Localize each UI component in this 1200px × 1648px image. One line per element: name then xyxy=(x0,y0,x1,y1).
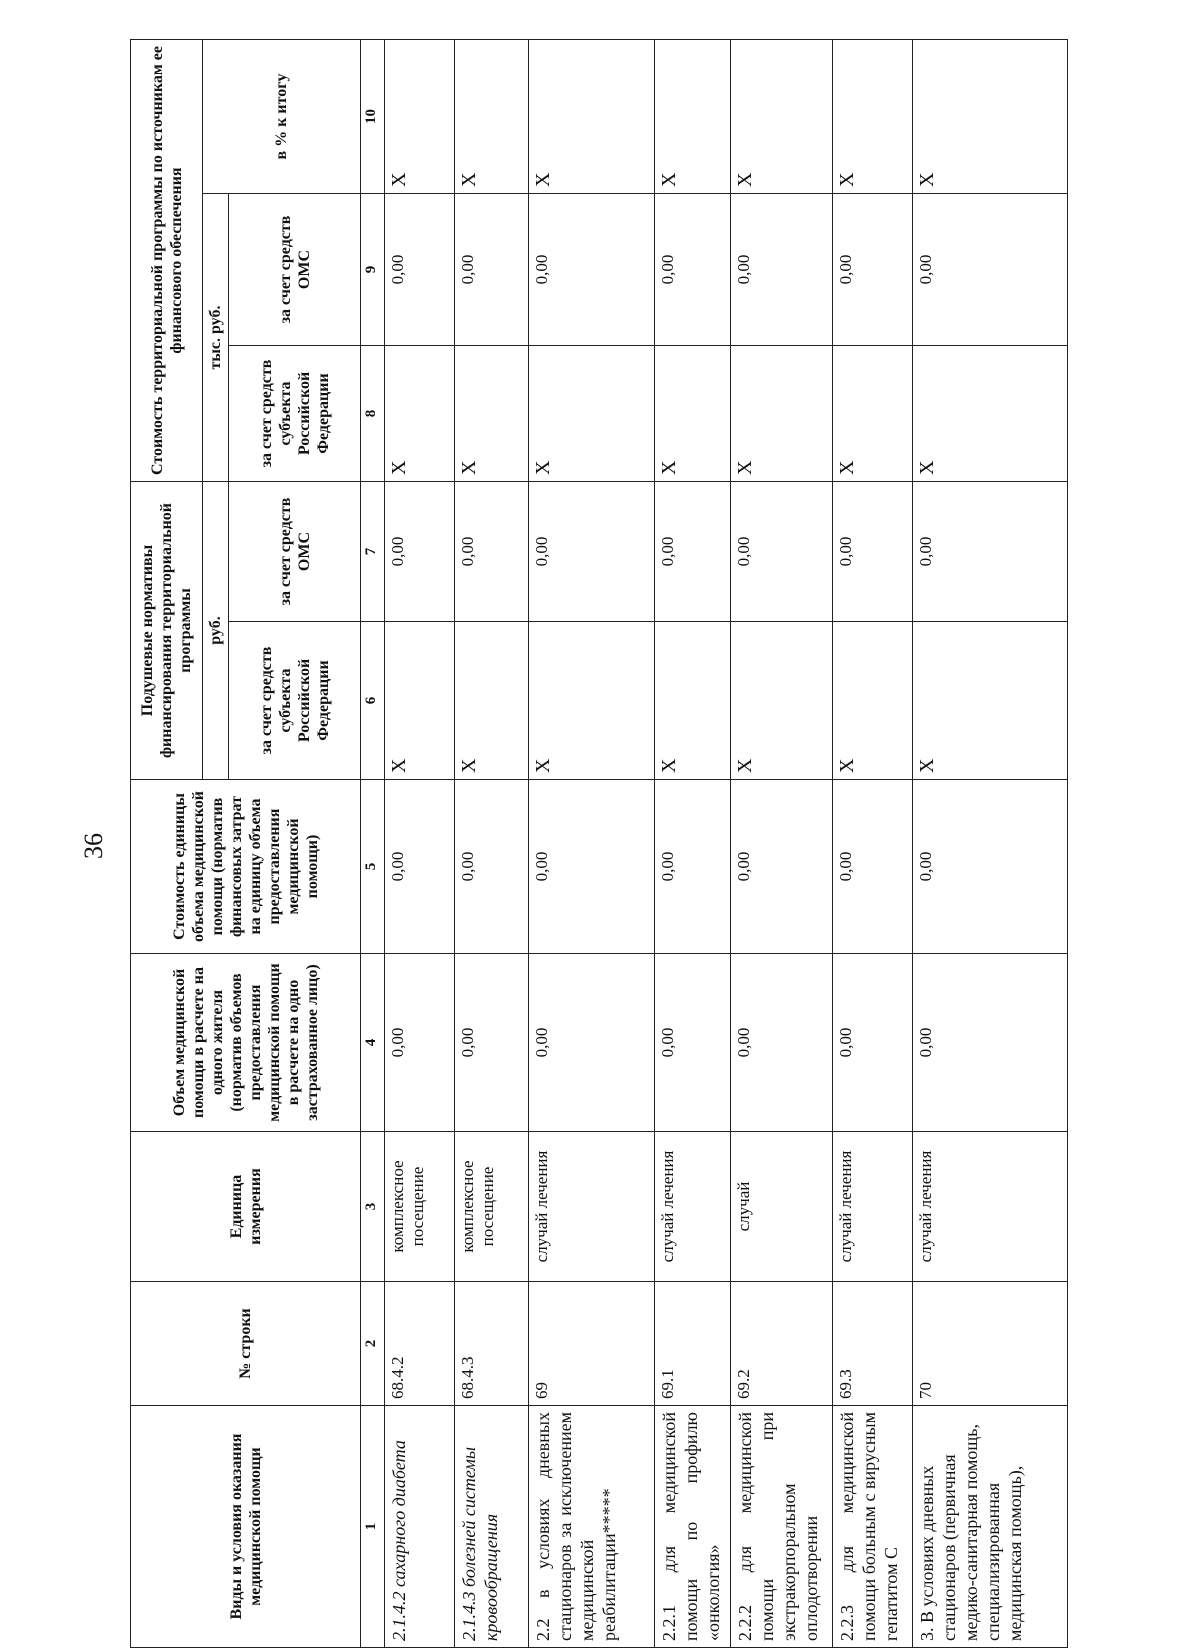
table-row xyxy=(913,39,1068,1647)
row-label: 3. В условиях дневных стационаров (первичная медико-санитарная помощь, специализированная медицинская помощь), xyxy=(913,1406,1068,1648)
column-number: 3 xyxy=(361,1132,385,1282)
column-number: 1 xyxy=(361,1406,385,1648)
header-col1: Виды и условия оказания медицинской помощи xyxy=(131,1406,361,1648)
row-unit: комплексное посещение xyxy=(385,1132,455,1282)
row-line-number: 68.4.2 xyxy=(385,1282,455,1406)
column-number: 8 xyxy=(361,346,385,482)
row-value-4: 0,00 xyxy=(833,954,913,1132)
row-value-4: 0,00 xyxy=(529,954,655,1132)
table-row xyxy=(833,39,913,1647)
row-value-8: X xyxy=(913,346,1068,482)
row-value-9: 0,00 xyxy=(833,194,913,346)
column-number: 9 xyxy=(361,194,385,346)
row-value-4: 0,00 xyxy=(455,954,529,1132)
row-value-5: 0,00 xyxy=(385,780,455,954)
row-label: 2.1.4.2 сахарного диабета xyxy=(385,1406,455,1648)
financing-table xyxy=(130,39,1068,1648)
header-col2: № строки xyxy=(131,1282,361,1406)
row-value-10: X xyxy=(455,39,529,193)
row-value-9: 0,00 xyxy=(529,194,655,346)
row-value-9: 0,00 xyxy=(731,194,833,346)
column-number: 6 xyxy=(361,622,385,780)
row-value-7: 0,00 xyxy=(455,482,529,622)
column-number: 2 xyxy=(361,1282,385,1406)
row-value-6: X xyxy=(833,622,913,780)
row-line-number: 69.1 xyxy=(655,1282,731,1406)
column-number: 10 xyxy=(361,39,385,193)
row-value-6: X xyxy=(455,622,529,780)
header-subject-funds-cost: за счет средств субъекта Российской Федерации xyxy=(229,346,361,482)
row-line-number: 69.3 xyxy=(833,1282,913,1406)
row-value-10: X xyxy=(385,39,455,193)
header-col3: Единица измерения xyxy=(131,1132,361,1282)
row-value-5: 0,00 xyxy=(529,780,655,954)
row-value-6: X xyxy=(385,622,455,780)
page-number: 36 xyxy=(79,833,108,859)
row-label: 2.1.4.3 болезней системы кровообращения xyxy=(455,1406,529,1648)
row-label: 2.2.3 для медицинской помощи больным с вирусным гепатитом С xyxy=(833,1406,913,1648)
header-oms-funds-cost: за счет средств ОМС xyxy=(229,194,361,346)
row-value-6: X xyxy=(913,622,1068,780)
header-col5: Стоимость единицы объема медицинской помощи (норматив финансовых затрат на единицу объема предоставления медицинской помощи) xyxy=(131,780,361,954)
row-value-10: X xyxy=(655,39,731,193)
row-unit: случай xyxy=(731,1132,833,1282)
row-value-10: X xyxy=(731,39,833,193)
row-value-7: 0,00 xyxy=(655,482,731,622)
row-value-8: X xyxy=(731,346,833,482)
row-label: 2.2.1 для медицинской помощи по профилю «онкология» xyxy=(655,1406,731,1648)
row-value-8: X xyxy=(655,346,731,482)
row-value-9: 0,00 xyxy=(913,194,1068,346)
column-number: 4 xyxy=(361,954,385,1132)
row-value-5: 0,00 xyxy=(913,780,1068,954)
row-value-9: 0,00 xyxy=(385,194,455,346)
row-value-8: X xyxy=(455,346,529,482)
table-row xyxy=(529,39,655,1647)
row-line-number: 69 xyxy=(529,1282,655,1406)
column-number: 5 xyxy=(361,780,385,954)
table-row xyxy=(385,39,455,1647)
row-value-6: X xyxy=(655,622,731,780)
row-value-7: 0,00 xyxy=(913,482,1068,622)
table-row xyxy=(455,39,529,1647)
row-value-4: 0,00 xyxy=(913,954,1068,1132)
header-per-capita-group: Подушевые нормативы финансирования территориальной программы xyxy=(131,482,203,780)
row-value-10: X xyxy=(913,39,1068,193)
row-unit: случай лечения xyxy=(529,1132,655,1282)
column-number: 7 xyxy=(361,482,385,622)
row-value-7: 0,00 xyxy=(833,482,913,622)
row-value-5: 0,00 xyxy=(731,780,833,954)
header-unit-rub: руб. xyxy=(203,482,229,780)
rotated-table-container xyxy=(130,40,1065,1648)
row-label: 2.2 в условиях дневных стационаров за исключением медицинской реабилитации***** xyxy=(529,1406,655,1648)
header-subject-funds: за счет средств субъекта Российской Федерации xyxy=(229,622,361,780)
row-unit: комплексное посещение xyxy=(455,1132,529,1282)
row-value-7: 0,00 xyxy=(529,482,655,622)
row-label: 2.2.2 для медицинской помощи при экстракорпоральном оплодотворении xyxy=(731,1406,833,1648)
row-value-8: X xyxy=(385,346,455,482)
row-unit: случай лечения xyxy=(833,1132,913,1282)
row-value-9: 0,00 xyxy=(455,194,529,346)
table-row xyxy=(731,39,833,1647)
row-line-number: 69.2 xyxy=(731,1282,833,1406)
header-cost-group: Стоимость территориальной программы по источникам ее финансового обеспечения xyxy=(131,39,203,481)
row-value-10: X xyxy=(833,39,913,193)
row-value-7: 0,00 xyxy=(385,482,455,622)
row-value-4: 0,00 xyxy=(655,954,731,1132)
column-number-row xyxy=(361,39,385,1647)
table-row xyxy=(655,39,731,1647)
row-value-5: 0,00 xyxy=(655,780,731,954)
row-value-10: X xyxy=(529,39,655,193)
header-oms-funds: за счет средств ОМС xyxy=(229,482,361,622)
row-unit: случай лечения xyxy=(655,1132,731,1282)
row-value-6: X xyxy=(529,622,655,780)
row-value-4: 0,00 xyxy=(385,954,455,1132)
row-value-5: 0,00 xyxy=(455,780,529,954)
row-value-9: 0,00 xyxy=(655,194,731,346)
row-value-5: 0,00 xyxy=(833,780,913,954)
header-percent-total: в % к итогу xyxy=(203,39,361,193)
row-value-8: X xyxy=(833,346,913,482)
row-line-number: 68.4.3 xyxy=(455,1282,529,1406)
header-unit-thousand-rub: тыс. руб. xyxy=(203,194,229,482)
row-value-6: X xyxy=(731,622,833,780)
header-col4: Объем медицинской помощи в расчете на одного жителя (норматив объемов предоставления медицинской помощи в расчете на одно застрахованное лицо) xyxy=(131,954,361,1132)
row-value-7: 0,00 xyxy=(731,482,833,622)
row-line-number: 70 xyxy=(913,1282,1068,1406)
row-value-4: 0,00 xyxy=(731,954,833,1132)
row-value-8: X xyxy=(529,346,655,482)
row-unit: случай лечения xyxy=(913,1132,1068,1282)
